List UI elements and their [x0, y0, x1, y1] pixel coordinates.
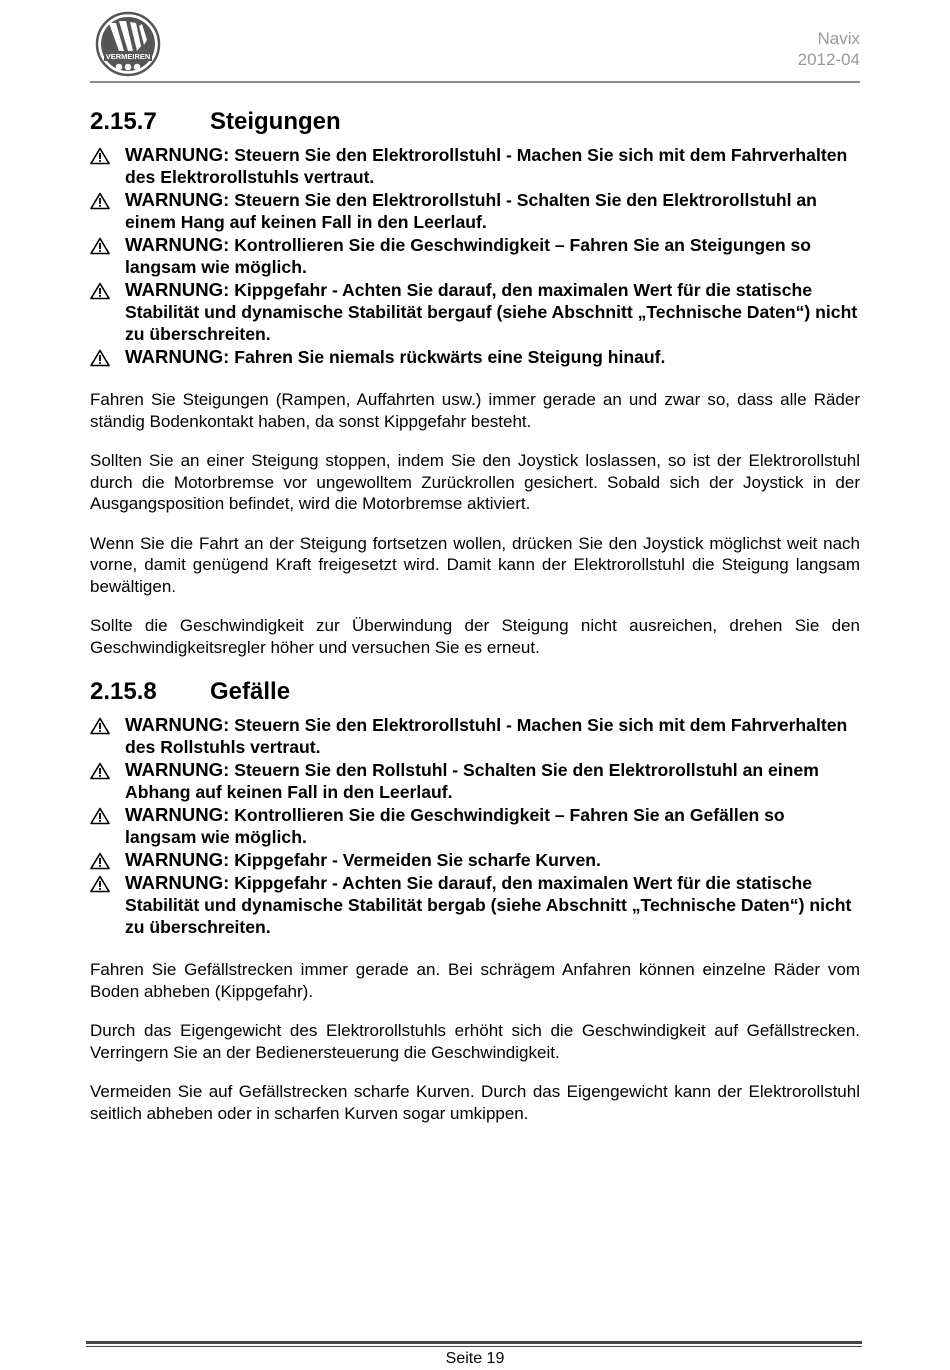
warning-list — [90, 144, 860, 368]
body-paragraph: Vermeiden Sie auf Gefällstrecken scharfe Kurven. Durch das Eigengewicht kann der Elektrorollstuhl seitlich abheben oder in scharfen Kurven sogar umkippen. — [90, 1082, 860, 1123]
warning-triangle-icon — [90, 192, 110, 210]
warning-triangle-icon — [90, 875, 110, 893]
body-paragraph: Sollte die Geschwindigkeit zur Überwindung der Steigung nicht ausreichen, drehen Sie den Geschwindigkeitsregler höher und versuchen Sie es erneut. — [90, 616, 860, 657]
footer-rule — [86, 1341, 862, 1344]
warning-triangle-icon — [90, 282, 110, 300]
warning-list — [90, 714, 860, 938]
footer-rule-thin — [86, 1346, 862, 1347]
warning-triangle-icon — [90, 852, 110, 870]
header-info — [798, 28, 860, 70]
document-date: 2012-04 — [797, 50, 860, 69]
warning-item: WARNUNG: Kontrollieren Sie die Geschwindigkeit – Fahren Sie an Steigungen so langsam wie möglich. — [90, 234, 860, 278]
svg-text:VERMEIREN: VERMEIREN — [105, 52, 151, 61]
warning-item: WARNUNG: Kippgefahr - Vermeiden Sie scharfe Kurven. — [90, 849, 860, 871]
warning-item: WARNUNG: Kontrollieren Sie die Geschwindigkeit – Fahren Sie an Gefällen so langsam wie möglich. — [90, 804, 860, 848]
warning-triangle-icon — [90, 147, 110, 165]
warning-triangle-icon — [90, 349, 110, 367]
body-paragraph: Durch das Eigengewicht des Elektrorollstuhls erhöht sich die Geschwindigkeit auf Gefällstrecken. Verringern Sie an der Bedienersteuerung die Geschwindigkeit. — [90, 1021, 860, 1062]
warning-triangle-icon — [90, 762, 110, 780]
warning-item: WARNUNG: Steuern Sie den Rollstuhl - Schalten Sie den Elektrorollstuhl an einem Abhang auf keinen Fall in den Leerlauf. — [90, 759, 860, 803]
warning-triangle-icon — [90, 237, 110, 255]
body-paragraph: Fahren Sie Gefällstrecken immer gerade an. Bei schrägem Anfahren können einzelne Räder vom Boden abheben (Kippgefahr). — [90, 960, 860, 1001]
page-number: Seite 19 — [445, 1350, 505, 1367]
body-paragraph: Fahren Sie Steigungen (Rampen, Auffahrten usw.) immer gerade an und zwar so, dass alle Räder ständig Bodenkontakt haben, da sonst Kippgefahr besteht. — [90, 390, 860, 431]
section-heading-steigungen: 2.15.7 Steigungen — [90, 108, 341, 135]
warning-item: WARNUNG: Steuern Sie den Elektrorollstuhl - Machen Sie sich mit dem Fahrverhalten des Rollstuhls vertraut. — [90, 714, 860, 758]
section-heading-gefaelle: 2.15.8 Gefälle — [90, 678, 291, 705]
vermeiren-logo — [95, 10, 161, 78]
header-rule — [90, 81, 860, 83]
warning-item: WARNUNG: Kippgefahr - Achten Sie darauf, den maximalen Wert für die statische Stabilität und dynamische Stabilität bergab (siehe Abschnitt „Technische Daten“) nicht zu überschreiten. — [90, 872, 860, 938]
warning-item: WARNUNG: Steuern Sie den Elektrorollstuhl - Schalten Sie den Elektrorollstuhl an einem Hang auf keinen Fall in den Leerlauf. — [90, 189, 860, 233]
warning-triangle-icon — [90, 717, 110, 735]
body-paragraph: Sollten Sie an einer Steigung stoppen, indem Sie den Joystick loslassen, so ist der Elektrorollstuhl durch die Motorbremse vor ungewolltem Zurückrollen gesichert. Sobald sich der Joystick in der Ausgangsposition befindet, wird die Motorbremse aktiviert. — [90, 451, 860, 513]
body-paragraph: Wenn Sie die Fahrt an der Steigung fortsetzen wollen, drücken Sie den Joystick möglichst weit nach vorne, damit genügend Kraft freigesetzt wird. Damit kann der Elektrorollstuhl die Steigung langsam bewältigen. — [90, 533, 860, 596]
warning-item: WARNUNG: Steuern Sie den Elektrorollstuhl - Machen Sie sich mit dem Fahrverhalten des Elektrorollstuhls vertraut. — [90, 144, 860, 188]
warning-item: WARNUNG: Kippgefahr - Achten Sie darauf, den maximalen Wert für die statische Stabilität und dynamische Stabilität bergauf (siehe Abschnitt „Technische Daten“) nicht zu überschreiten. — [90, 279, 860, 345]
product-name: Navix — [817, 29, 860, 48]
warning-triangle-icon — [90, 807, 110, 825]
page-content — [90, 104, 860, 1124]
warning-item: WARNUNG: Fahren Sie niemals rückwärts eine Steigung hinauf. — [90, 346, 860, 368]
